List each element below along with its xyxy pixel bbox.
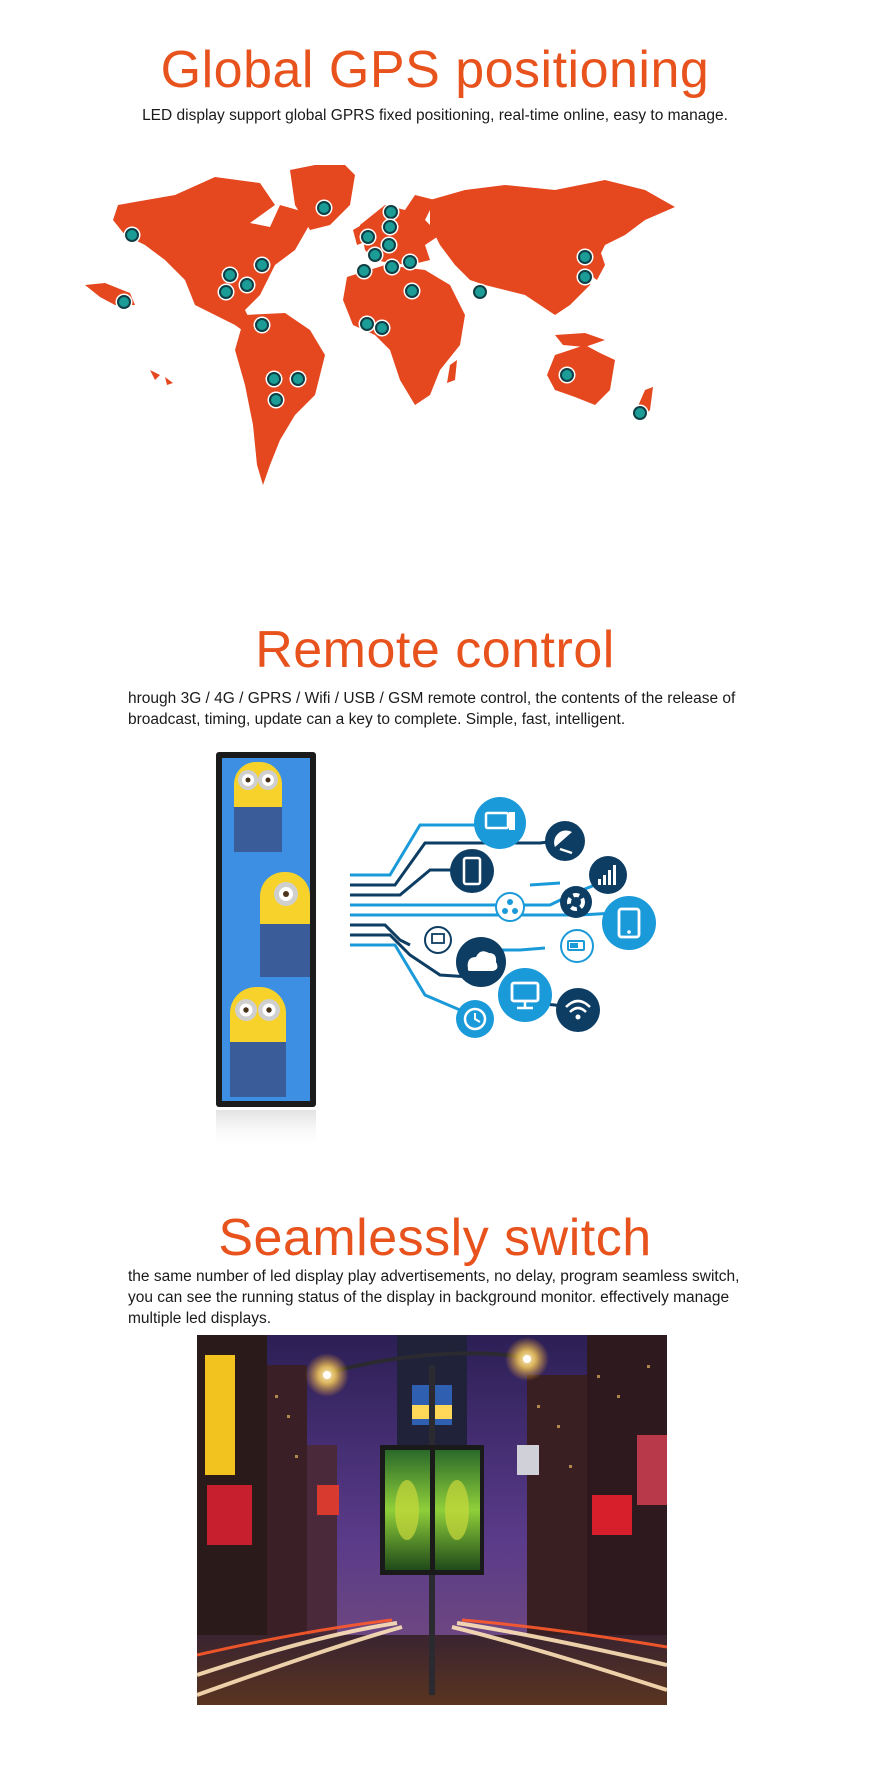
- switch-subtitle: the same number of led display play advertisements, no delay, program seamless switch, you can see the running status of the display in background monitor. effectively manage multiple led displays.: [128, 1268, 740, 1327]
- phone-icon: [450, 849, 494, 893]
- australia-shape: [547, 345, 615, 405]
- asia-shape: [430, 180, 675, 315]
- location-pin-icon: [577, 269, 594, 286]
- satellite-dish-icon: [545, 821, 585, 861]
- location-pin-icon: [359, 316, 376, 333]
- tablet-icon: [602, 896, 656, 950]
- gps-title: Global GPS positioning: [160, 41, 710, 99]
- location-pin-icon: [360, 229, 377, 246]
- indonesia-shape: [555, 333, 605, 347]
- laptop-icon: [425, 927, 451, 953]
- location-pin-icon: [472, 284, 489, 301]
- cloud-icon: [456, 937, 506, 987]
- location-pin-icon: [384, 259, 401, 276]
- location-pin-icon: [266, 371, 283, 388]
- share-icon: [496, 893, 524, 921]
- madagascar-shape: [447, 360, 457, 383]
- location-pin-icon: [577, 249, 594, 266]
- africa-shape: [343, 265, 465, 405]
- location-pin-icon: [381, 237, 398, 254]
- computer-icon: [474, 797, 526, 849]
- location-pin-icon: [404, 283, 421, 300]
- fan-icon: [560, 886, 592, 918]
- location-pin-icon: [268, 392, 285, 409]
- location-pin-icon: [116, 294, 133, 311]
- wifi-icon: [556, 988, 600, 1032]
- location-pin-icon: [316, 200, 333, 217]
- location-pin-icon: [218, 284, 235, 301]
- switch-title: Seamlessly switch: [218, 1209, 652, 1267]
- location-pin-icon: [124, 227, 141, 244]
- remote-subtitle: hrough 3G / 4G / GPRS / Wifi / USB / GSM remote control, the contents of the release of broadcast, timing, update can a key to complete. Simple, fast, intelligent.: [128, 690, 736, 728]
- location-pin-icon: [383, 204, 400, 221]
- signal-bars-icon: [589, 856, 627, 894]
- location-pin-icon: [382, 219, 399, 236]
- remote-title: Remote control: [255, 621, 615, 679]
- location-pin-icon: [290, 371, 307, 388]
- location-pin-icon: [559, 367, 576, 384]
- caribbean-shape: [150, 370, 173, 385]
- location-pin-icon: [239, 277, 256, 294]
- battery-icon: [561, 930, 593, 962]
- world-map: [85, 165, 775, 495]
- location-pin-icon: [254, 257, 271, 274]
- gps-subtitle: LED display support global GPRS fixed positioning, real-time online, easy to manage.: [142, 107, 728, 124]
- location-pin-icon: [254, 317, 271, 334]
- clock-icon: [456, 1000, 494, 1038]
- location-pin-icon: [374, 320, 391, 337]
- city-street-photo: [197, 1335, 667, 1705]
- monitor-icon: [498, 968, 552, 1022]
- location-pin-icon: [367, 247, 384, 264]
- location-pin-icon: [222, 267, 239, 284]
- location-pin-icon: [632, 405, 649, 422]
- stretched-led-display: [212, 752, 320, 1152]
- location-pin-icon: [356, 263, 373, 280]
- location-pin-icon: [402, 254, 419, 271]
- network-diagram: [350, 785, 680, 1055]
